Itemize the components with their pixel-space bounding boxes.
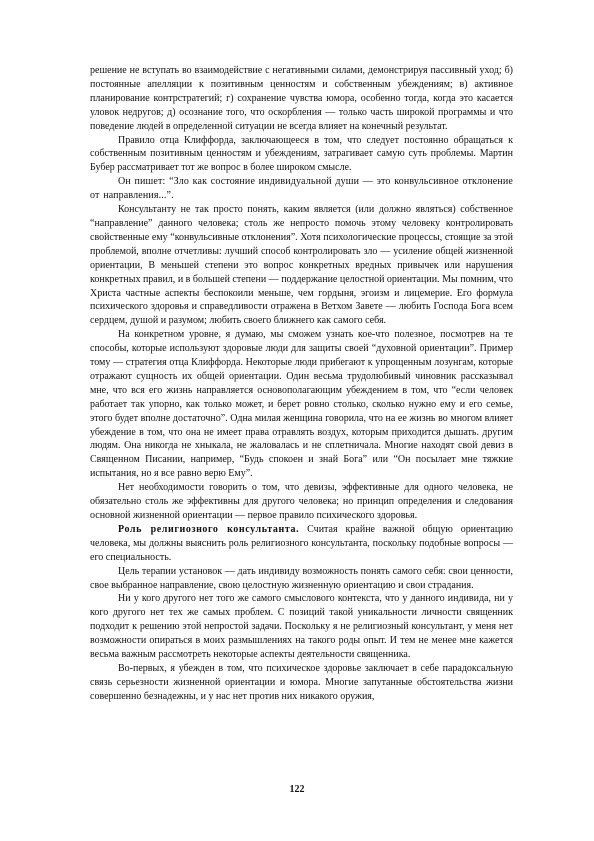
section-heading: Роль религиозного консультанта. [118,523,300,535]
paragraph-4: Консультанту не так просто понять, каким является (или должно являться) собственное “направление” данного человека; столь же непросто помочь этому человеку контролировать свойственные ему “конвульсивные отклонения”. Хотя психологические процессы, стоящие за этой проблемой, вполне отчетливы: лучший способ контролировать зло — усиление общей жизненной ориентации, В меньшей степени это вопрос конкретных вредных привычек или нарушения конкретных правил, и в большей степени — поддержание целостной ориентации. Мы помним, что Христа частные аспекты беспокоили меньше, чем гордыня, эгоизм и лицемерие. Его формула психического здоровья и справедливости отражена в Ветхом Завете — любить Господа Бога всем сердцем, душой и разумом; любить своего ближнего как самого себя. [90,204,513,327]
section-text: Считая крайне важной общую ориентацию человека, мы должны выяснить роль религиозного консультанта, поскольку подобные вопросы — его специальность. [90,523,513,563]
paragraph-6: Нет необходимости говорить о том, что девизы, эффективные для одного человека, не обязательно столь же эффективны для другого человека; но принцип определения и следования основной жизненной ориентации — первое правило психического здоровья. [90,482,513,521]
paragraph-5: На конкретном уровне, я думаю, мы сможем узнать кое-что полезное, посмотрев на те способы, которые используют здоровые люди для защиты своей “духовной ориентации”. Пример тому — стратегия отца Клиффорда. Некоторые люди прибегают к упрощенным лозунгам, которые отражают сущность их общей ориентации. Один весьма трудолюбивый чиновник рассказывал мне, что вся его жизнь направляется основополагающим убеждением в том, что “если человек работает так упорно, как только может, и берет ровно столько, сколько нужно ему и его семье, этого будет вполне достаточно”. Одна милая женщина говорила, что на ее жизнь во многом влияет убеждение в том, что она не имеет права отравлять воздух, которым приходится дышать. другим людям. Она никогда не хныкала, не жаловалась и не сплетничала. Многие находят свой девиз в Священном Писании, например, “Будь спокоен и знай Бога” или “Он посылает мне тяжкие испытания, но я все равно верю Ему”. [90,329,513,480]
paragraph-8: Цель терапии установок — дать индивиду возможность понять самого себя: свои ценности, свое выбранное направление, свою целостную жизненную ориентацию и свои страдания. [90,565,513,591]
paragraph-9: Ни у кого другого нет того же самого смыслового контекста, что у данного индивида, ни у кого другого нет тех же самых проблем. С позиций такой уникальности личности священник подходит к решению этой непростой задачи. Поскольку я не религиозный консультант, у меня нет возможности опираться в моих размышлениях на такого роды опыт. И тем не менее мне кажется весьма важным рассмотреть некоторые аспекты деятельности священника. [90,593,513,661]
paragraph-2: Правило отца Клиффорда, заключающееся в том, что следует постоянно обращаться к собственным позитивным ценностям и убеждениям, затрагивает самую суть проблемы. Мартин Бубер рассматривает тот же вопрос в более широком смысле. [90,134,513,174]
paragraph-10: Во-первых, я убежден в том, что психическое здоровье заключает в себе парадоксальную связь серьезности жизненной ориентации и юмора. Многие запутанные обстоятельства жизни совершенно безнадежны, и у нас нет против них никакого оружия, [90,662,513,702]
page-number: 122 [289,784,305,795]
paragraph-3-quote: Он пишет: “Зло как состояние индивидуальной души — это конвульсивное отклонение от направления...”. [90,176,513,202]
paragraph-7-section [90,523,513,565]
paragraph-1: решение не вступать во взаимодействие с негативными силами, демонстрируя пассивный уход; б) постоянные апелляции к позитивным ценностям и собственным убеждениям; в) активное планирование контрстратегий; г) сохранение чувства юмора, особенно тогда, когда это касается уловок недругов; д) осознание того, что оскорбления — только часть широкой программы и что поведение людей в определенной ситуации не всегда влияет на конечный результат. [90,65,513,132]
page-body [90,64,513,704]
